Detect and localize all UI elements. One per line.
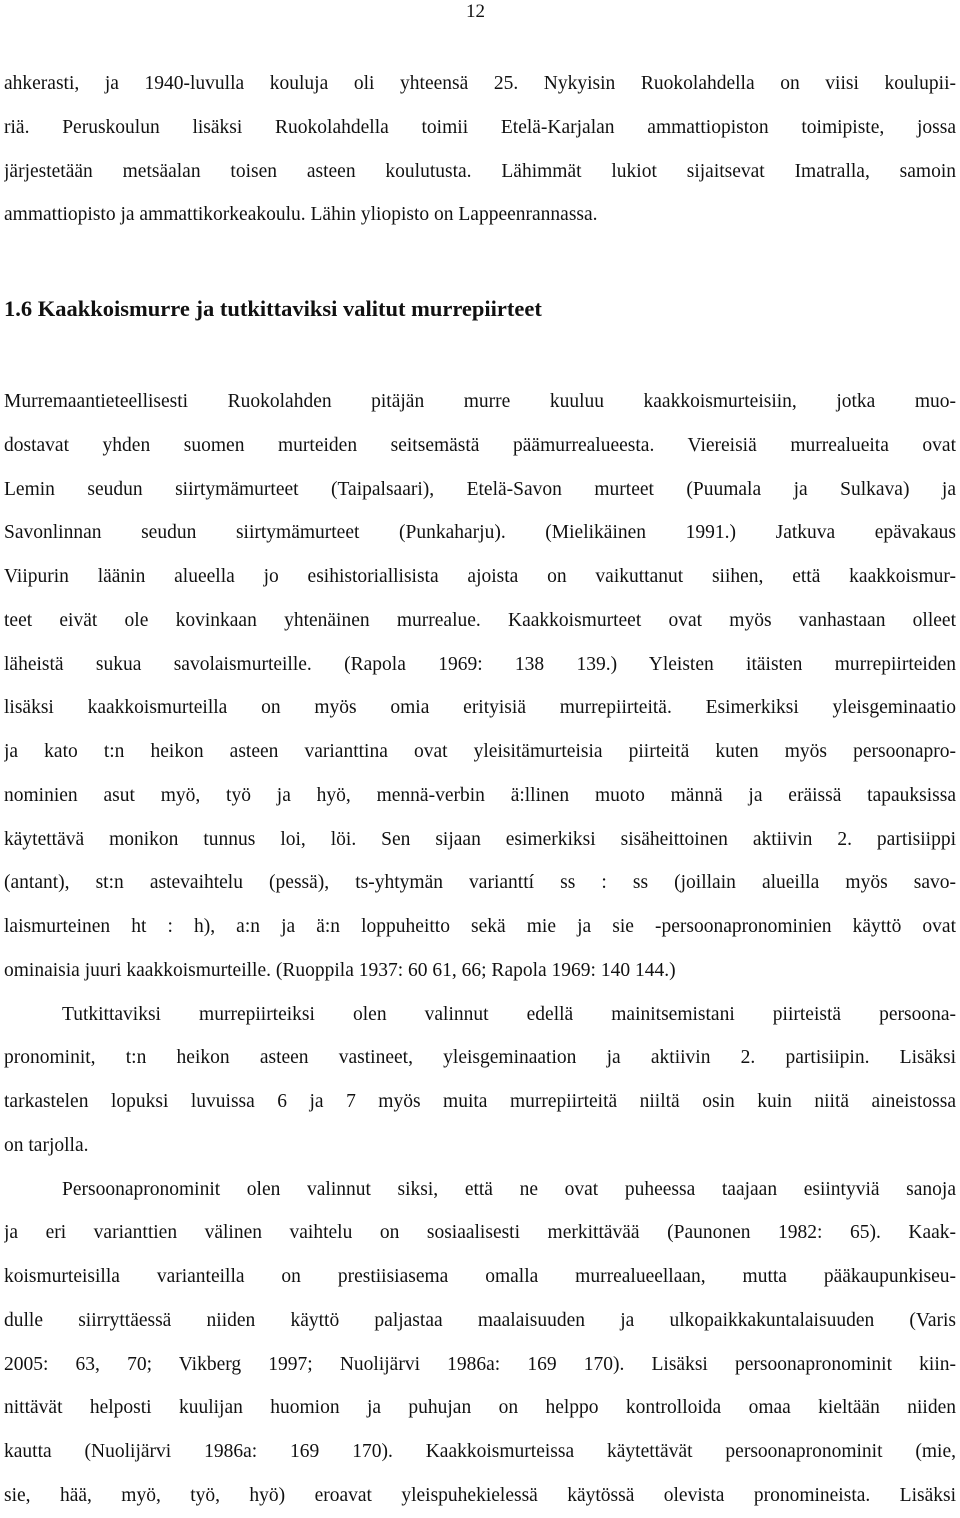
paragraph-line: sie, hää, myö, työ, hyö) eroavat yleispuhekielessä käytössä olevista pronomineista. Lisäksi [4,1484,956,1506]
paragraph-line: dulle siirryttäessä niiden käyttö paljastaa maalaisuuden ja ulkopaikkakuntalaisuuden (Varis [4,1309,956,1331]
paragraph-line: ominaisia juuri kaakkoismurteille. (Ruoppila 1937: 60 61, 66; Rapola 1969: 140 144.) [4,959,676,981]
paragraph-line: teet eivät ole kovinkaan yhtenäinen murrealue. Kaakkoismurteet ovat myös vanhastaan olleet [4,609,956,631]
paragraph-line: käytettävä monikon tunnus loi, löi. Sen sijaan esimerkiksi sisäheittoinen aktiivin 2. partisiippi [4,828,956,850]
paragraph-line: tarkastelen lopuksi luvuissa 6 ja 7 myös muita murrepiirteitä niiltä osin kuin niitä aineistossa [4,1091,956,1112]
paragraph-line: ammattiopisto ja ammattikorkeakoulu. Lähin yliopisto on Lappeenrannassa. [4,204,598,226]
paragraph-line: Lemin seudun siirtymämurteet (Taipalsaari), Etelä-Savon murteet (Puumala ja Sulkava) ja [4,478,956,500]
intro-paragraph [4,62,956,237]
section-body [4,380,956,1518]
paragraph-line: nominien asut myö, työ ja hyö, mennä-verbin ä:llinen muoto männä ja eräissä tapauksissa [4,784,956,806]
paragraph-line: koismurteisilla varianteilla on prestiisiasema omalla murrealueellaan, mutta pääkaupunkiseu- [4,1266,956,1287]
paragraph-line: ja kato t:n heikon asteen varianttina ovat yleisitämurteisia piirteitä kuten myös persoonapro- [4,741,956,762]
paragraph-line: Persoonapronominit olen valinnut siksi, että ne ovat puheessa taajaan esiintyviä sanoja [62,1178,956,1200]
section-heading: 1.6 Kaakkoismurre ja tutkittaviksi valitut murrepiirteet [4,296,542,321]
paragraph-line: 2005: 63, 70; Vikberg 1997; Nuolijärvi 1986a: 169 170). Lisäksi persoonapronominit kiin- [4,1353,956,1375]
paragraph-line: pronominit, t:n heikon asteen vastineet, yleisgeminaation ja aktiivin 2. partisiipin. Lisäksi [4,1047,956,1069]
paragraph-line: nittävät helposti kuulijan huomion ja puhujan on helppo kontrolloida omaa kieltään niiden [4,1397,956,1419]
paragraph-line: (antant), st:n astevaihtelu (pessä), ts-yhtymän varianttí ss : ss (joillain alueilla myös savo- [4,872,956,894]
paragraph-line: ahkerasti, ja 1940-luvulla kouluja oli yhteensä 25. Nykyisin Ruokolahdella on viisi koulupii- [4,73,956,94]
paragraph-line: Tutkittaviksi murrepiirteiksi olen valinnut edellä mainitsemistani piirteistä persoona- [62,1003,956,1025]
paragraph-line: laismurteinen ht : h), a:n ja ä:n loppuheitto sekä mie ja sie -persoonapronominien käyttö ovat [4,916,956,937]
paragraph-line: ja eri varianttien välinen vaihtelu on sosiaalisesti merkittävää (Paunonen 1982: 65). Kaak- [4,1222,956,1244]
paragraph-line: läheistä sukua savolaismurteille. (Rapola 1969: 138 139.) Yleisten itäisten murrepiirteiden [4,653,956,675]
paragraph-line: lisäksi kaakkoismurteilla on myös omia erityisiä murrepiirteitä. Esimerkiksi yleisgeminaatio [4,697,956,719]
paragraph-line: järjestetään metsäalan toisen asteen koulutusta. Lähimmät lukiot sijaitsevat Imatralla, samoin [4,160,956,182]
paragraph-line: Viipurin läänin alueella jo esihistoriallisista ajoista on vaikuttanut siihen, että kaakkoismur- [4,566,956,587]
paragraph-line: dostavat yhden suomen murteiden seitsemästä päämurrealueesta. Viereisiä murrealueita ovat [4,434,956,456]
page-number: 12 [466,1,485,22]
paragraph-line: on tarjolla. [4,1134,89,1156]
paragraph-line: Murremaantieteellisesti Ruokolahden pitäjän murre kuuluu kaakkoismurteisiin, jotka muo- [4,391,956,412]
paragraph-line: Savonlinnan seudun siirtymämurteet (Punkaharju). (Mielikäinen 1991.) Jatkuva epävakaus [4,522,956,544]
paragraph-line: riä. Peruskoulun lisäksi Ruokolahdella toimii Etelä-Karjalan ammattiopiston toimipiste, jossa [4,116,956,138]
paragraph-line: kautta (Nuolijärvi 1986a: 169 170). Kaakkoismurteissa käytettävät persoonapronominit (mie, [4,1441,956,1462]
